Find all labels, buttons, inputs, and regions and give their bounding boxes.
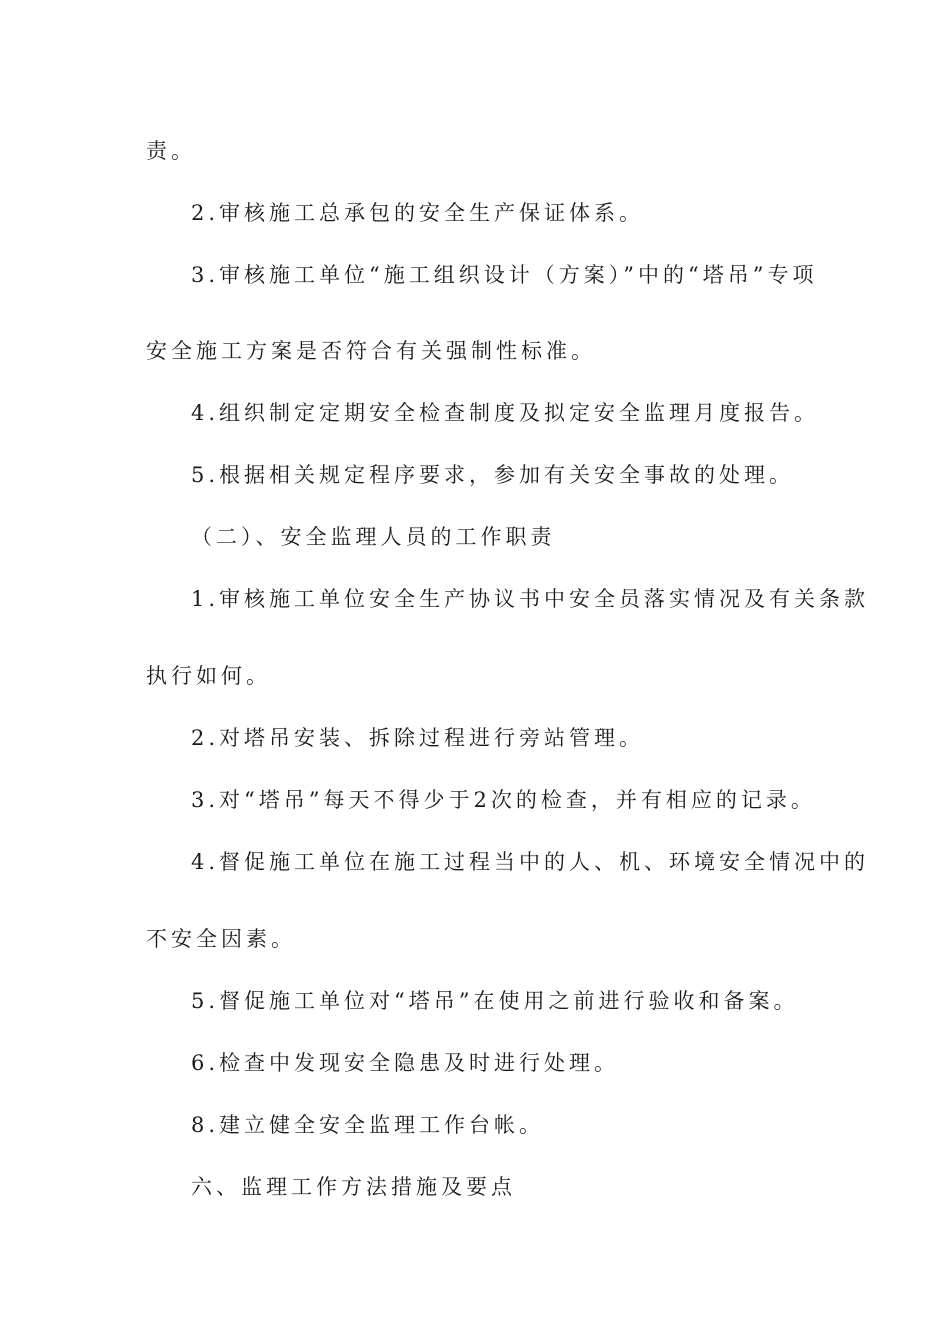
paragraph-line: 5.督促施工单位对“塔吊”在使用之前进行验收和备案。	[191, 989, 799, 1013]
section-heading: （二）、安全监理人员的工作职责	[191, 525, 556, 549]
paragraph-line: 3.对“塔吊”每天不得少于2次的检查，并有相应的记录。	[191, 788, 816, 812]
paragraph-line: 责。	[146, 139, 196, 163]
paragraph-line: 8.建立健全安全监理工作台帐。	[191, 1113, 545, 1137]
paragraph-line: 安全施工方案是否符合有关强制性标准。	[146, 339, 596, 363]
paragraph-line: 1.审核施工单位安全生产协议书中安全员落实情况及有关条款	[191, 587, 870, 611]
paragraph-line: 6.检查中发现安全隐患及时进行处理。	[191, 1051, 620, 1075]
paragraph-line: 2.对塔吊安装、拆除过程进行旁站管理。	[191, 726, 645, 750]
paragraph-line: 3.审核施工单位“施工组织设计（方案）”中的“塔吊”专项	[191, 263, 818, 287]
section-heading: 六、监理工作方法措施及要点	[191, 1175, 516, 1199]
paragraph-line: 不安全因素。	[146, 927, 296, 951]
paragraph-line: 4.组织制定定期安全检查制度及拟定安全监理月度报告。	[191, 401, 820, 425]
paragraph-line: 4.督促施工单位在施工过程当中的人、机、环境安全情况中的	[191, 850, 870, 874]
paragraph-line: 5.根据相关规定程序要求，参加有关安全事故的处理。	[191, 463, 795, 487]
paragraph-line: 执行如何。	[146, 664, 271, 688]
paragraph-line: 2.审核施工总承包的安全生产保证体系。	[191, 201, 645, 225]
